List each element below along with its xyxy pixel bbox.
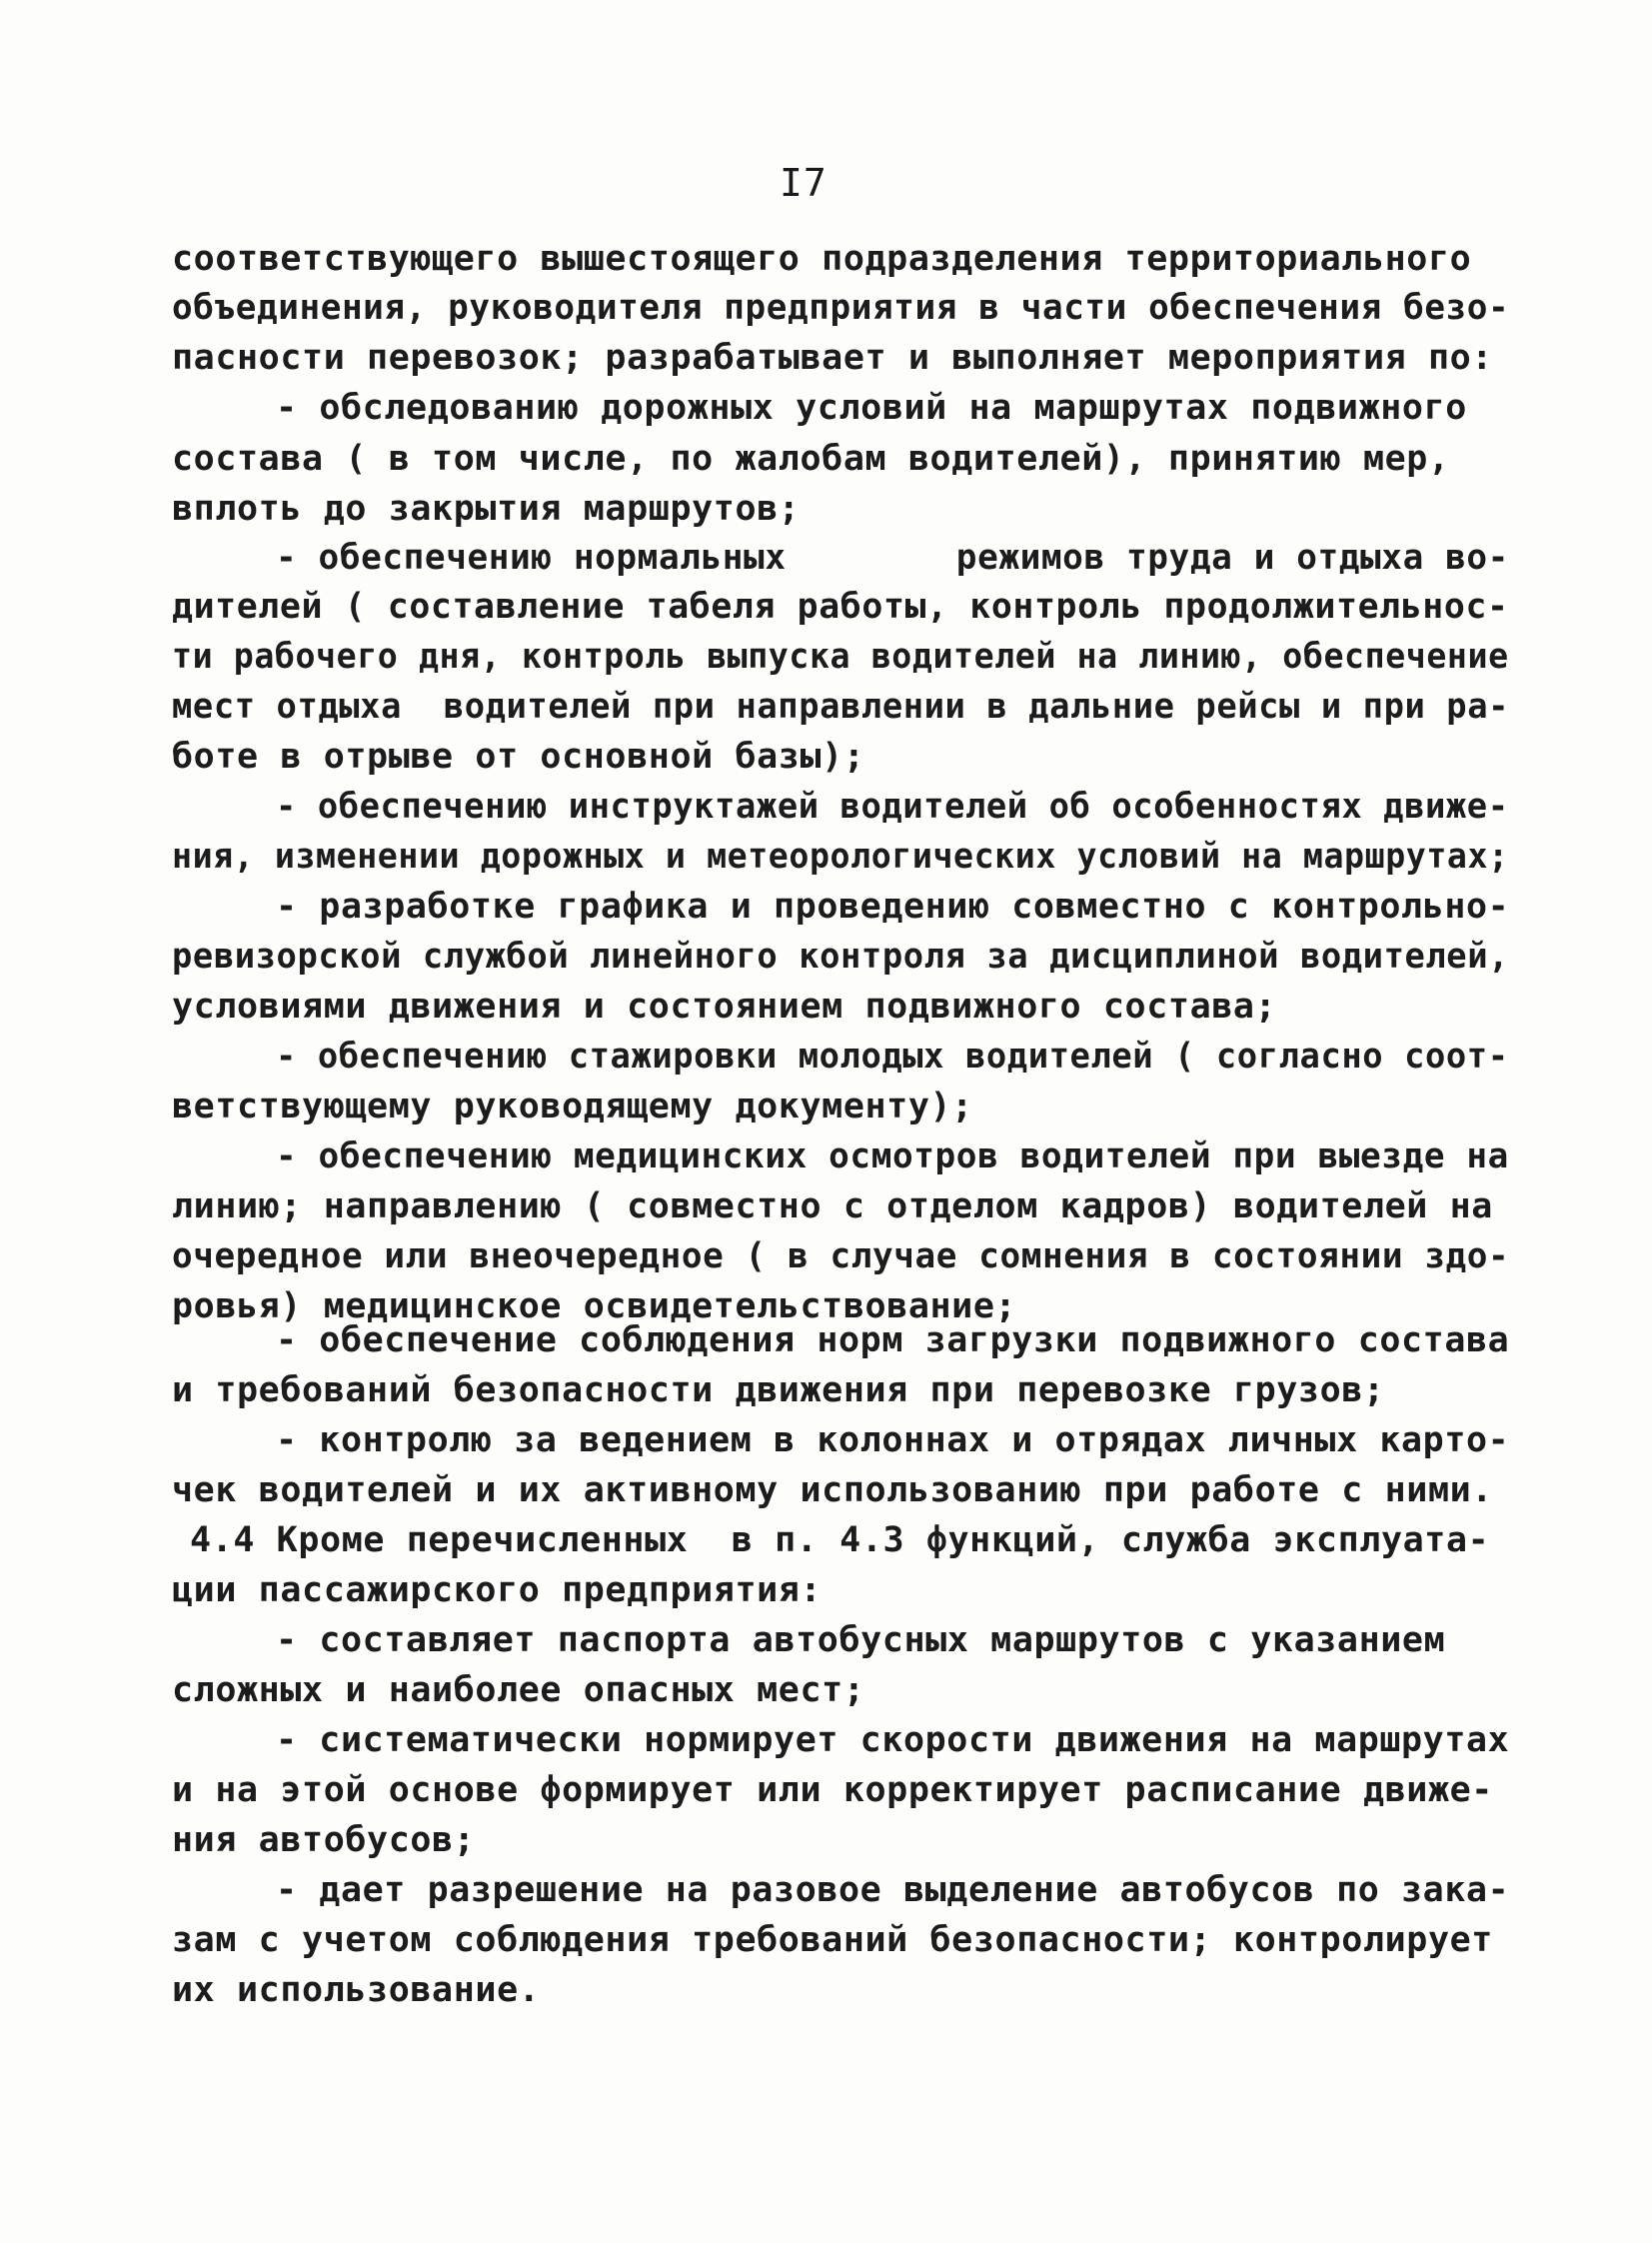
text-line: ции пассажирского предприятия: [172,1570,823,1610]
text-line: 4.4 Кроме перечисленных в п. 4.3 функций, служба эксплуата- [190,1520,1490,1560]
text-line: - разработке графика и проведению совместно с контрольно- [276,887,1510,927]
text-line: - обеспечению стажировки молодых водителей ( согласно соот- [276,1037,1509,1077]
text-line: состава ( в том числе, по жалобам водителей), принятию мер, [172,439,1450,479]
page-number: I7 [780,161,827,205]
text-line: - систематически нормирует скорости движения на маршрутах [276,1720,1510,1760]
text-line: зам с учетом соблюдения требований безопасности; контролирует [172,1920,1493,1960]
text-line: - обследованию дорожных условий на маршрутах подвижного [276,388,1467,428]
text-line: очередное или внеочередное ( в случае сомнения в состоянии здо- [172,1236,1510,1276]
text-line: - обеспечению медицинских осмотров водителей при выезде на [276,1136,1509,1176]
text-line: - обеспечение соблюдения норм загрузки подвижного состава [276,1320,1510,1360]
text-line: условиями движения и состоянием подвижного состава; [172,987,1277,1027]
text-line: ревизорской службой линейного контроля за дисциплиной водителей, [172,937,1510,977]
text-line: ния, изменении дорожных и метеорологических условий на маршрутах; [172,837,1509,877]
text-line: мест отдыха водителей при направлении в дальние рейсы и при ра- [172,687,1510,727]
text-line: - обеспечению нормальных режимов труда и отдыха во- [276,538,1509,578]
text-line: вплоть до закрытия маршрутов; [172,489,801,529]
text-line: ти рабочего дня, контроль выпуска водителей на линию, обеспечение [172,637,1509,677]
text-line: соответствующего вышестоящего подразделения территориального [172,239,1472,279]
text-line: чек водителей и их активному использованию при работе с ними. [172,1470,1493,1510]
text-line: дителей ( составление табеля работы, контроль продолжительнос- [172,587,1509,627]
text-line: ния автобусов; [172,1820,476,1860]
text-line: - обеспечению инструктажей водителей об особенностях движе- [276,787,1509,827]
text-line: объединения, руководителя предприятия в части обеспечения безо- [172,288,1510,328]
text-line: - контролю за ведением в колоннах и отрядах личных карто- [276,1420,1510,1460]
text-line: и на этой основе формирует или корректирует расписание движе- [172,1770,1493,1810]
text-line: их использование. [172,1970,541,2010]
text-line: боте в отрыве от основной базы); [172,737,865,777]
text-line: ровья) медицинское освидетельствование; [172,1286,1017,1326]
text-line: пасности перевозок; разрабатывает и выполняет мероприятия по: [172,338,1493,378]
text-line: сложных и наиболее опасных мест; [172,1670,865,1710]
text-line: ветствующему руководящему документу); [172,1087,973,1126]
text-line: - составляет паспорта автобусных маршрутов с указанием [276,1620,1446,1660]
text-line: и требований безопасности движения при перевозке грузов; [172,1370,1385,1410]
text-line: - дает разрешение на разовое выделение автобусов по зака- [276,1870,1510,1910]
text-line: линию; направлению ( совместно с отделом кадров) водителей на [172,1186,1493,1226]
